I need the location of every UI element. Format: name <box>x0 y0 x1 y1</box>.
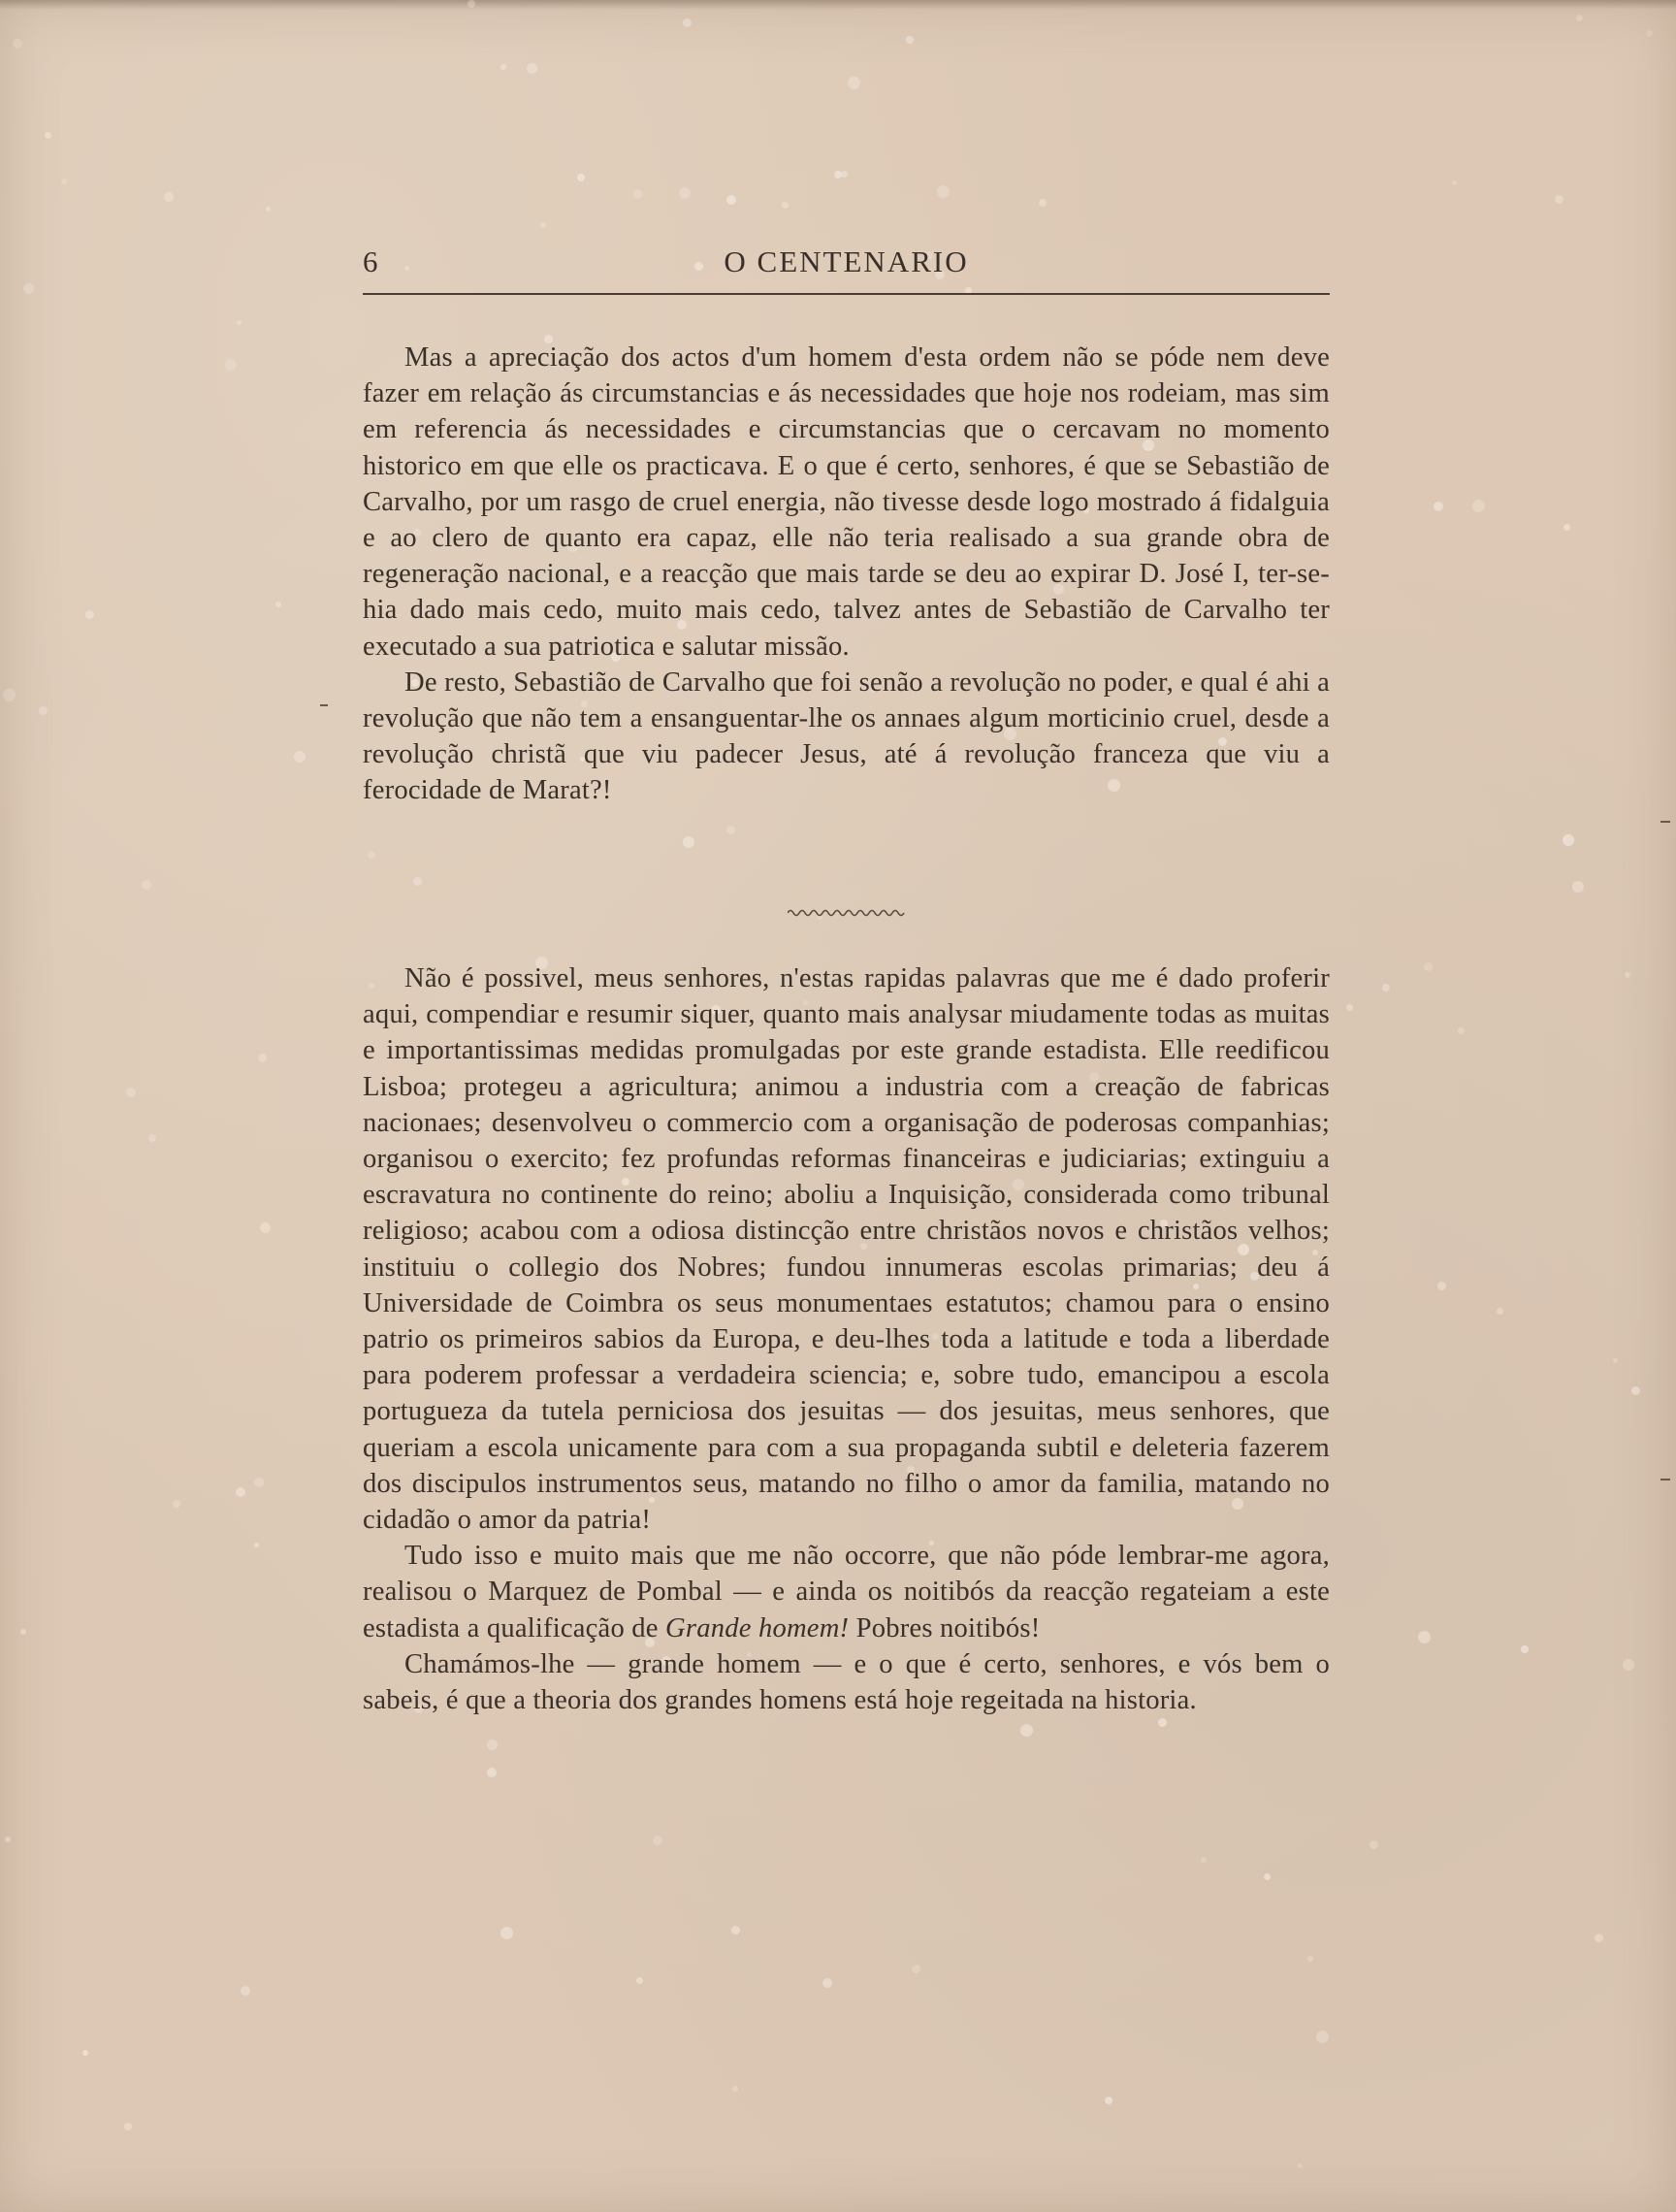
paper-speck <box>164 192 174 202</box>
paper-speck <box>254 1478 264 1487</box>
paper-speck <box>1382 984 1390 992</box>
paper-speck <box>1521 1645 1529 1653</box>
paper-speck <box>294 751 306 763</box>
paper-speck <box>726 826 735 834</box>
paper-speck <box>124 2123 132 2131</box>
page-number: 6 <box>363 244 379 278</box>
paper-speck <box>1623 1659 1634 1671</box>
paper-speck <box>1631 1386 1640 1395</box>
paragraph: Não é possivel, meus senhores, n'estas rapidas palavras que me é dado proferir aqui, compendiar e resumir siquer, quanto mais analysar miudamente todas as muitas e importantissimas medidas promulgadas por este grande estadista. Elle reedificou Lisboa; protegeu a agricultura; animou a industria com a creação de fabricas nacionaes; desenvolveu o commercio com a organisação de poderosas companhias; organisou o exercito; fez profundas reformas financeiras e judiciarias; extinguiu a escravatura no continente do reino; aboliu a Inquisição, considerada como tribunal religioso; acabou com a odiosa distincção entre christãos novos e christãos velhos; instituiu o collegio dos Nobres; fundou innumeras escolas primarias; deu á Universidade de Coimbra os seus monumentaes estatutos; chamou para o ensino patrio os primeiros sabios da Europa, e deu-lhes toda a latitude e toda a liberdade para poderem professar a verdadeira sciencia; e, sobre tudo, emancipou a escola portugueza da tutela perniciosa dos jesuitas — dos jesuitas, meus senhores, que queriam a escola unicamente para com a sua propaganda subtil e deleteria fazerem dos discipulos instrumentos seus, matando no filho o amor da familia, matando no cidadão o amor da patria! <box>363 963 1330 1536</box>
paper-speck <box>1437 1282 1446 1290</box>
paper-speck <box>1497 1308 1503 1315</box>
text-section-1 <box>363 340 1330 809</box>
paper-speck <box>731 1926 740 1935</box>
page-header <box>363 241 1330 291</box>
italic-phrase: Grande homem! <box>665 1612 850 1643</box>
paper-speck <box>782 202 789 209</box>
paper-speck <box>487 1740 498 1750</box>
paper-speck <box>45 132 51 139</box>
paper-speck <box>1316 2031 1329 2043</box>
paper-speck <box>1370 1840 1378 1849</box>
paper-speck <box>912 1965 920 1973</box>
paper-speck <box>848 77 860 89</box>
paper-speck <box>732 2086 738 2092</box>
paper-speck <box>5 1837 11 1842</box>
paper-speck <box>527 63 537 74</box>
paper-speck <box>683 18 692 27</box>
paper-speck <box>679 187 691 199</box>
paper-speck <box>1458 1027 1465 1034</box>
paper-speck <box>85 610 94 619</box>
paragraph: Mas a apreciação dos actos d'um homem d'esta ordem não se póde nem deve fazer em relação ás circumstancias e ás necessidades que hoje nos rodeiam, mas sim em referencia ás necessidades e circumstancias que o cercavam no momento historico em que elle os practicava. E o que é certo, senhores, é que se Sebastião de Carvalho, por um rasgo de cruel energia, não tivesse desde logo mostrado á fidalguia e ao clero de quanto era capaz, elle não teria realisado a sua grande obra de regeneração nacional, e a reacção que mais tarde se deu ao expirar D. José I, ter-se-hia dado mais cedo, muito mais cedo, talvez antes de Sebastião de Carvalho ter executado a sua patriotica e salutar missão. <box>363 342 1330 662</box>
paper-speck <box>1572 881 1584 893</box>
paper-speck <box>1020 1724 1033 1737</box>
paper-speck <box>1625 972 1630 978</box>
paper-speck <box>1576 15 1583 21</box>
paper-speck <box>413 877 422 886</box>
paper-speck <box>906 36 914 44</box>
margin-mark <box>1660 1479 1670 1480</box>
paper-speck <box>1039 199 1047 207</box>
paper-speck <box>1307 1956 1313 1962</box>
header-rule <box>363 293 1330 295</box>
paragraph: Chamámos-lhe — grande homem — e o que é certo, senhores, e vós bem o sabeis, é que a theoria dos grandes homens está hoje regeitada na historia. <box>363 1648 1330 1716</box>
text-section-2 <box>363 960 1330 1718</box>
margin-mark <box>320 704 328 706</box>
paper-speck <box>241 1986 250 1996</box>
paper-speck <box>142 880 151 890</box>
paper-speck <box>236 1487 245 1497</box>
paper-speck <box>841 171 848 178</box>
paper-speck <box>487 1768 497 1777</box>
paragraph-text: Pobres noitibós! <box>855 1612 1041 1643</box>
paper-speck <box>126 1088 136 1097</box>
paper-speck <box>82 2050 88 2056</box>
running-title: O CENTENARIO <box>724 244 969 278</box>
paper-speck <box>937 185 950 198</box>
paper-speck <box>61 179 67 184</box>
paper-speck <box>1472 500 1485 512</box>
paper-speck <box>1105 2097 1112 2104</box>
paper-speck <box>1158 1718 1167 1727</box>
paragraph <box>363 1538 1330 1646</box>
paper-speck <box>1418 1631 1431 1643</box>
paper-speck <box>636 1977 643 1984</box>
paper-speck <box>1298 2163 1303 2168</box>
paper-speck <box>237 320 242 325</box>
paper-speck <box>1201 1857 1207 1863</box>
paper-speck <box>683 836 694 848</box>
paper-speck <box>258 1054 267 1062</box>
paper-speck <box>1346 1004 1353 1011</box>
paper-speck <box>173 1500 180 1508</box>
paper-speck <box>726 195 736 205</box>
paper-speck <box>633 189 643 199</box>
paper-speck <box>1452 180 1457 185</box>
paper-speck <box>266 207 271 211</box>
wavy-line-icon <box>788 906 906 920</box>
paper-speck <box>20 1629 26 1635</box>
section-divider-ornament <box>788 906 906 920</box>
paper-speck <box>13 39 22 49</box>
page-top-shadow <box>0 0 1676 10</box>
paper-speck <box>1434 502 1443 511</box>
paper-speck <box>1264 1873 1271 1880</box>
paper-speck <box>540 222 546 228</box>
paper-speck <box>39 706 48 715</box>
paper-speck <box>148 1134 156 1142</box>
paper-speck <box>1595 1934 1603 1942</box>
paper-speck <box>254 1543 259 1547</box>
paragraph: De resto, Sebastião de Carvalho que foi senão a revolução no poder, e qual é ahi a revolução que não tem a ensanguentar-lhe os annaes algum morticinio cruel, desde a revolução christã que viu padecer Jesus, até á revolução franceza que viu a ferocidade de Marat?! <box>363 667 1330 806</box>
paper-speck <box>1613 1358 1618 1363</box>
paper-speck <box>1646 30 1653 37</box>
paper-speck <box>577 174 585 181</box>
paper-speck <box>500 64 506 70</box>
paragraph-text: Tudo isso e muito mais que me não occorre, que não póde lembrar-me agora, realisou o Marquez de Pombal — e ainda os noitibós da reacção regateiam a este estadista a qualificação de <box>363 1541 1330 1643</box>
paper-speck <box>822 1978 832 1988</box>
paper-speck <box>260 1222 271 1233</box>
paper-speck <box>368 851 375 859</box>
paper-speck <box>23 283 34 294</box>
paper-speck <box>225 359 237 371</box>
paper-speck <box>1563 524 1570 531</box>
paper-speck <box>653 1836 662 1845</box>
paper-speck <box>3 689 16 701</box>
paper-speck <box>467 0 475 8</box>
paper-speck <box>500 1927 513 1939</box>
paper-speck <box>1424 962 1433 971</box>
paper-speck <box>1563 834 1574 846</box>
margin-mark <box>1660 821 1670 823</box>
paper-speck <box>275 602 281 607</box>
paper-speck <box>1555 195 1563 204</box>
